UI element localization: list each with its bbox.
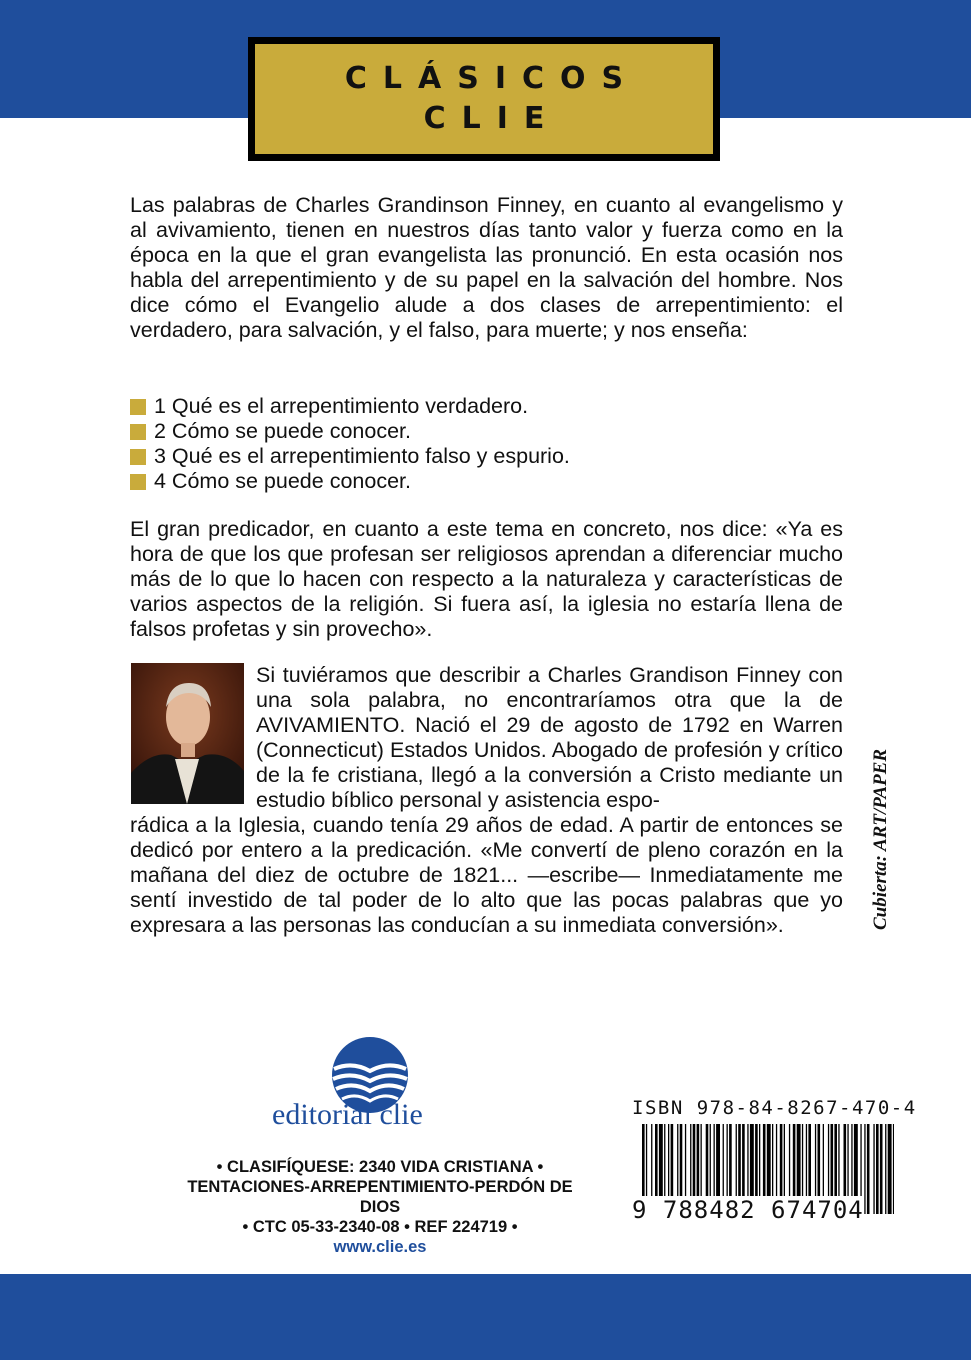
barcode-bar [880,1124,883,1214]
barcode-bar [864,1124,865,1214]
publisher-name: editorial clie [272,1098,423,1131]
list-item-text: 4 Cómo se puede conocer. [154,469,411,493]
intro-paragraph: Las palabras de Charles Grandinson Finney, en cuanto al evangelismo y al avivamiento, tienen en nuestros días tanto valor y fuerza como en la época en la que el gran evangelista las pronunció. En esta ocasión nos habla del arrepentimiento y de su papel en la salvación del hombre. Nos dice cómo el Evangelio alude a dos clases de arrepentimiento: el verdadero, para salvación, y el falso, para muerte; y nos enseña: [130,193,843,342]
barcode-number: 9 788482 674704 [632,1196,864,1224]
barcode-bar [867,1124,870,1214]
series-title-box [248,37,720,161]
list-item [130,394,570,419]
barcode-bar [893,1124,894,1214]
list-item-text: 2 Cómo se puede conocer. [154,419,411,443]
topic-list [130,394,570,494]
list-item [130,419,570,444]
classification-line: • CLASIFÍQUESE: 2340 VIDA CRISTIANA • [216,1158,544,1176]
series-title-line2: CLIE [423,101,561,136]
classification-line: • CTC 05-33-2340-08 • REF 224719 • [242,1218,518,1236]
square-bullet-icon [130,424,146,440]
barcode-bar [873,1124,874,1214]
list-item [130,444,570,469]
series-title-line1: CLÁSICOS [344,61,640,96]
list-item-text: 1 Qué es el arrepentimiento verdadero. [154,394,529,418]
website-link[interactable]: www.clie.es [333,1238,427,1256]
classification-line: TENTACIONES-ARREPENTIMIENTO-PERDÓN DE DIOS [187,1178,573,1216]
barcode-bar [888,1124,892,1214]
bio-paragraph: Si tuviéramos que describir a Charles Grandison Finney con una sola palabra, no encontraríamos otra que la de AVIVAMIENTO. Nació el 29 de agosto de 1792 en Warren (Connecticut) Estados Unidos. Abogado de profesión y crítico de la fe cristiana, llegó a la conversión a Cristo mediante un estudio bíblico personal y asistencia espo- [256,663,843,812]
classification-block [170,1157,590,1257]
author-portrait [131,663,244,804]
series-title-panel [253,42,715,156]
quote-paragraph: El gran predicador, en cuanto a este tema en concreto, nos dice: «Ya es hora de que los que profesan ser religiosos aprendan a diferenciar mucho más de lo que lo hacen con respecto a la naturaleza y características de varios aspectos de la religión. Si fuera así, la iglesia no estaría llena de falsos profetas y sin provecho». [130,517,843,641]
square-bullet-icon [130,449,146,465]
list-item [130,469,570,494]
cover-note: Cubierta: ART/PAPER [870,748,891,930]
isbn-label: ISBN 978-84-8267-470-4 [632,1097,917,1119]
barcode-bar [876,1124,879,1214]
bottom-blue-band [0,1274,971,1360]
list-item-text: 3 Qué es el arrepentimiento falso y espurio. [154,444,570,468]
square-bullet-icon [130,399,146,415]
barcode-bar [885,1124,886,1214]
bio-paragraph-continued: rádica a la Iglesia, cuando tenía 29 años de edad. A partir de entonces se dedicó por entero a la predicación. «Me convertí de pleno corazón en la mañana del diez de octubre de 1821... —escribe— Inmediatamente me sentí investido de tal poder de lo alto que las pocas palabras que yo expresara a las personas las conducían a su inmediata conversión». [130,813,843,937]
square-bullet-icon [130,474,146,490]
